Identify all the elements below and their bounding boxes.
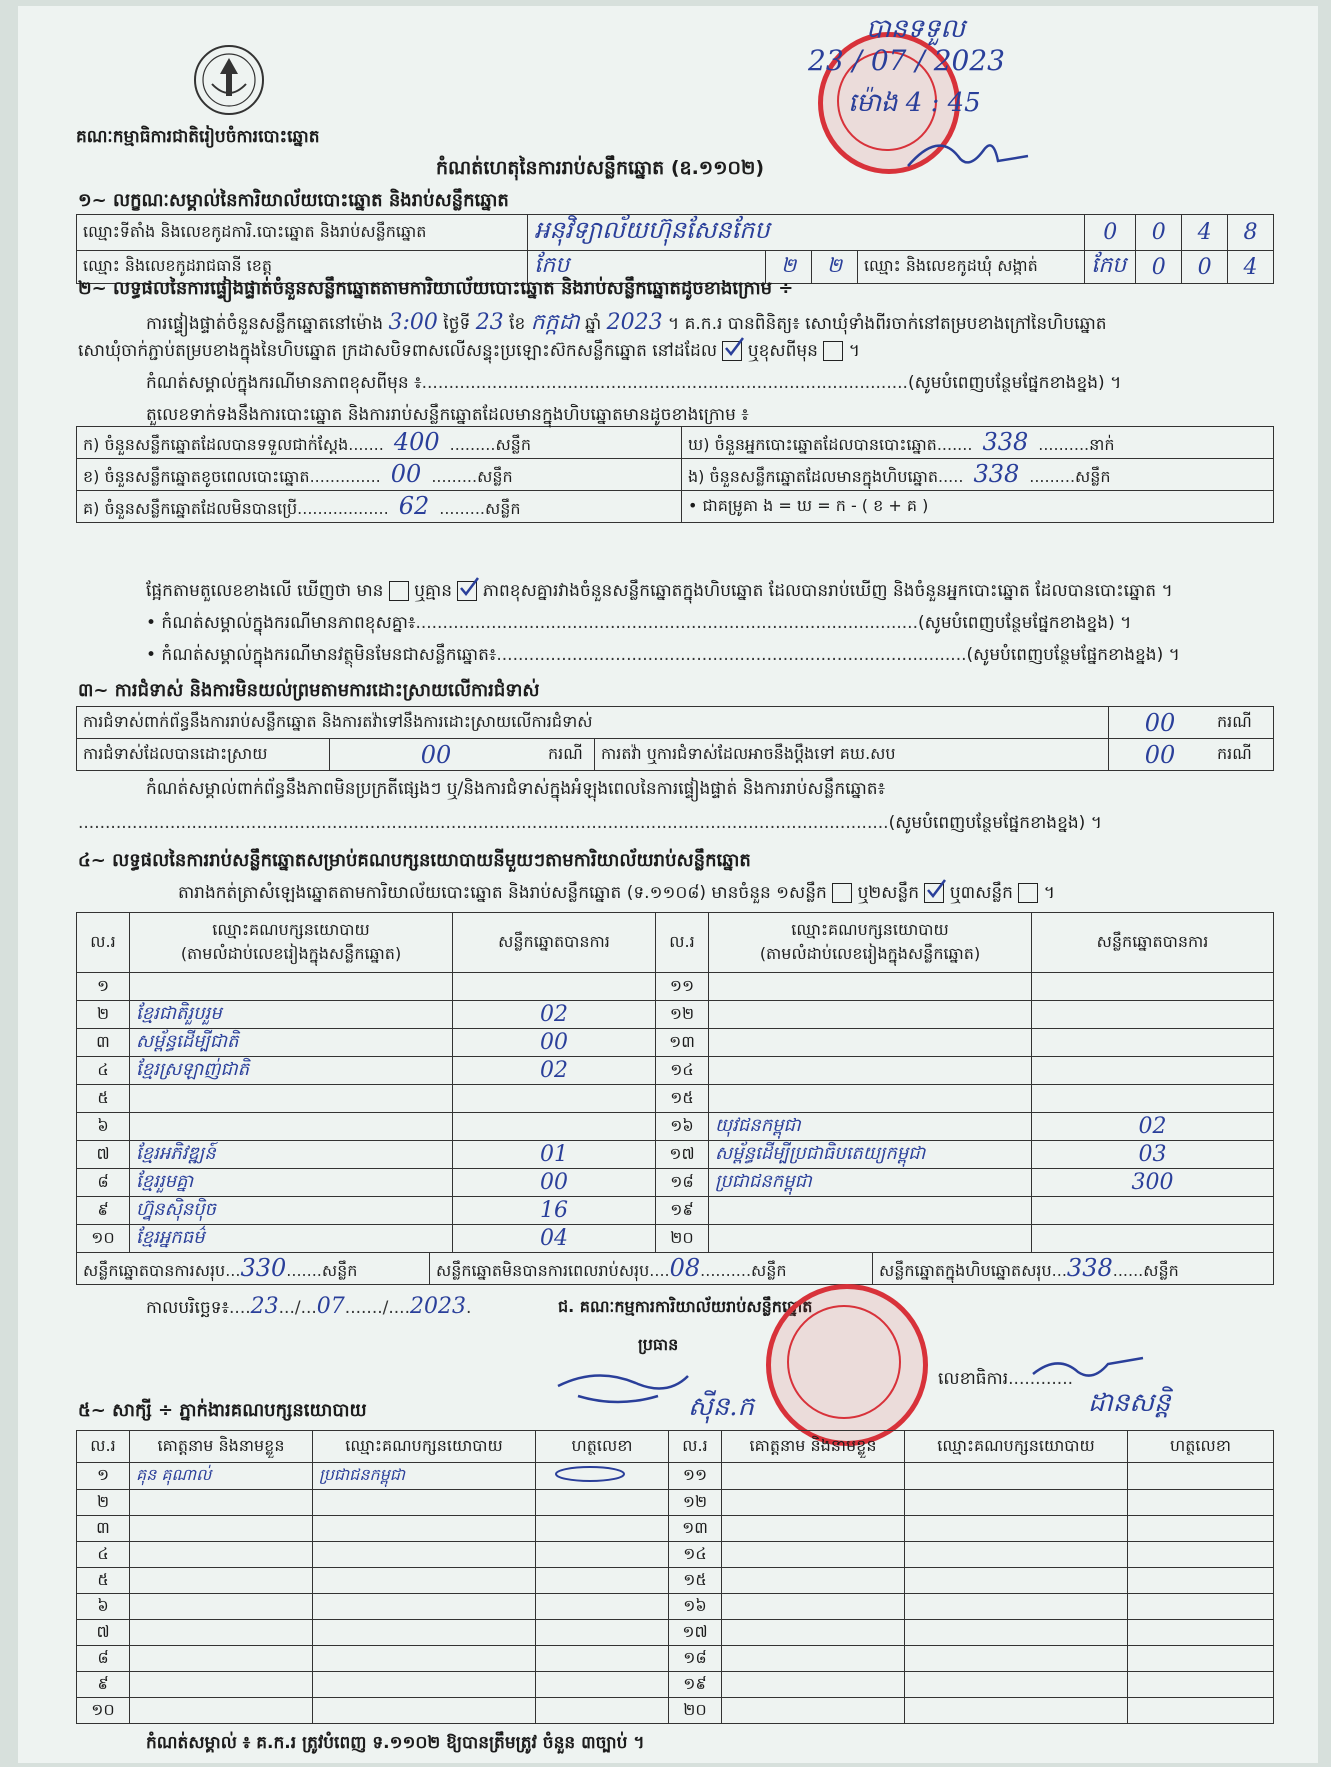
note-difference: • កំណត់សម្គាល់ក្នុងករណីមានភាពខុសគ្នា៖.............................................................................................(សូមបំពេញបន្ថែមផ្នែកខាងខ្នង) ។ bbox=[146, 613, 1132, 633]
location-value: អនុវិទ្យាល័យហ៊ុនសែនកែប bbox=[528, 215, 1085, 251]
table-row: ១០ ខ្មែរអ្នកធម៌ 04 ២០ bbox=[77, 1225, 1274, 1253]
document-title: កំណត់ហេតុនៃការរាប់សន្លឹកឆ្នោត (ឧ.១១០២) bbox=[436, 157, 765, 179]
difference-yes-checkbox[interactable] bbox=[389, 581, 409, 601]
ballots-in-box: 338 bbox=[973, 459, 1020, 488]
document-page bbox=[18, 6, 1318, 1763]
received-date: 23 / 07 / 2023 bbox=[808, 44, 1005, 77]
verification-line2: សោឃុំចាក់ភ្ជាប់តម្របខាងក្នុងនៃហិបឆ្នោត ក្រដាសបិទពាសលើសន្ទុះប្រឡោះស៊កសន្លឹកឆ្នោត នៅដដែល ឬខុសពីមុន ។ bbox=[78, 340, 860, 365]
figures-row: គ) ចំនួនសន្លឹកឆ្នោតដែលមិនបានប្រើ.................. 62 .........សន្លឹក • ជាគម្រូគា ង = ឃ = ក - ( ខ + គ ) bbox=[77, 491, 1274, 523]
table-row: ៥ ១៥ bbox=[77, 1568, 1274, 1594]
difference-line: ផ្អែកតាមតួលេខខាងលើ ឃើញថា មាន ឬគ្មាន ភាពខុសគ្នារវាងចំនួនសន្លឹកឆ្នោតក្នុងហិបឆ្នោត ដែលបានរាប់ឃើញ និងចំនួនអ្នកបោះឆ្នោត ដែលបានបោះឆ្នោត ។ bbox=[146, 580, 1173, 605]
commune-code-digit: 0 bbox=[1182, 251, 1228, 284]
org-name: គណៈកម្មាធិការជាតិរៀបចំការបោះឆ្នោត bbox=[76, 127, 320, 147]
table-row: ១ ១១ bbox=[77, 973, 1274, 1001]
results-header-row: ល.រ ឈ្មោះគណបក្សនយោបាយ (តាមលំដាប់លេខរៀងក្នុងសន្លឹកឆ្នោត) សន្លឹកឆ្នោតបានការ ល.រ ឈ្មោះគណបក្សនយោបាយ (តាមលំដាប់លេខរៀងក្នុងសន្លឹកឆ្នោត) សន្លឹកឆ្នោតបានការ bbox=[77, 913, 1274, 973]
table-row: ៩ ហ្វ៊ុនស៊ិនប៉ិច 16 ១៩ bbox=[77, 1197, 1274, 1225]
difference-no-checkbox[interactable] bbox=[457, 581, 477, 601]
total-invalid: 08 bbox=[669, 1253, 701, 1282]
official-stamp bbox=[766, 1284, 928, 1446]
secretary-signature-name: ដានសន្តិ bbox=[1088, 1388, 1171, 1418]
section2-heading: ២~ លទ្ធផលនៃការផ្ទៀងផ្ទាត់ចំនួនសន្លឹកឆ្នោតតាមការិយាល័យបោះឆ្នោត និងរាប់សន្លឹកឆ្នោតដូចខាងក្រោម ÷ bbox=[78, 278, 794, 299]
totals-table bbox=[76, 1252, 1274, 1285]
table-row: ១០ ២០ bbox=[77, 1698, 1274, 1724]
table-row: ៨ ១៨ bbox=[77, 1646, 1274, 1672]
total-invalid-cell: សន្លឹកឆ្នោតមិនបានការពេលរាប់សរុប....08..........សន្លឹក bbox=[430, 1253, 873, 1285]
spoiled-ballots: 00 bbox=[390, 459, 422, 488]
date-line: កាលបរិច្ឆេទ៖....23.../...07......./....2023. bbox=[146, 1294, 472, 1319]
table-row: ៦ ១៦ យុវជនកម្ពុជា 02 bbox=[77, 1113, 1274, 1141]
appeal-label: ការតវ៉ា ឬការជំទាស់ដែលអាចនឹងប្តឹងទៅ គឃ.សប bbox=[595, 739, 1109, 771]
changed-checkbox[interactable] bbox=[823, 341, 843, 361]
appeal-count: 00 bbox=[1109, 739, 1212, 771]
note-foreign-object: • កំណត់សម្គាល់ក្នុងករណីមានវត្ថុមិនមែនជាសន្លឹកឆ្នោត៖.......................................................................................(សូមបំពេញបន្ថែមផ្នែកខាងខ្នង) ។ bbox=[146, 645, 1180, 665]
resolved-label: ការជំទាស់ដែលបានដោះស្រាយ bbox=[77, 739, 330, 771]
table-row: ២ ១២ bbox=[77, 1490, 1274, 1516]
commune-code-digit: 0 bbox=[1136, 251, 1182, 284]
location-code-digit: 0 bbox=[1136, 215, 1182, 251]
figures-row: ខ) ចំនួនសន្លឹកឆ្នោតខូចពេលបោះឆ្នោត.............. 00 .........សន្លឹក ង) ចំនួនសន្លឹកឆ្នោតដែលមានក្នុងហិបឆ្នោត..... 338 .........សន្លឹក bbox=[77, 459, 1274, 491]
one-sheet-checkbox[interactable] bbox=[832, 883, 852, 903]
tally-sheet-line: តារាងកត់ត្រាសំឡេងឆ្នោតតាមការិយាល័យបោះឆ្នោត និងរាប់សន្លឹកឆ្នោត (ទ.១១០៨) មានចំនួន ១សន្លឹក ឬ២សន្លឹក ឬ៣សន្លឹក ។ bbox=[178, 882, 1055, 907]
figures-row: ក) ចំនួនសន្លឹកឆ្នោតដែលបានទទួលជាក់ស្តែង....... 400 .........សន្លឹក ឃ) ចំនួនអ្នកបោះឆ្នោតដែលបានបោះឆ្នោត....... 338 ..........នាក់ bbox=[77, 427, 1274, 459]
chair-label: ប្រធាន bbox=[638, 1335, 679, 1354]
section5-heading: ៥~ សាក្សី ÷ ភ្នាក់ងារគណបក្សនយោបាយ bbox=[78, 1400, 367, 1421]
province-code: ២ bbox=[812, 251, 858, 284]
secretary-signature-icon bbox=[1028, 1346, 1148, 1386]
verification-year: 2023 bbox=[606, 310, 663, 335]
date-day: 23 bbox=[250, 1294, 279, 1319]
complaints-table: ការជំទាស់ពាក់ព័ន្ធនឹងការរាប់សន្លឹកឆ្នោត និងការតវ៉ាទៅនឹងការដោះស្រាយលើការជំទាស់ 00 ករណី ការជំទាស់ដែលបានដោះស្រាយ 00 ករណី ការតវ៉ា ឬការជំទាស់ដែលអាចនឹងប្តឹងទៅ គឃ.សប 00 ករណី bbox=[76, 706, 1274, 771]
party-results-table bbox=[76, 912, 1274, 1253]
voters-voted: 338 bbox=[982, 427, 1029, 456]
secretary-line: លេខាធិការ............ bbox=[938, 1369, 1074, 1389]
footnote: កំណត់សម្គាល់ ៖ គ.ក.រ ត្រូវបំពេញ ទ.១១០២ ឱ្យបានត្រឹមត្រូវ ចំនួន ៣ច្បាប់ ។ bbox=[146, 1733, 645, 1753]
total-box-cell: សន្លឹកឆ្នោតក្នុងហិបឆ្នោតសរុប...338......សន្លឹក bbox=[873, 1253, 1274, 1285]
complaints-label: ការជំទាស់ពាក់ព័ន្ធនឹងការរាប់សន្លឹកឆ្នោត និងការតវ៉ាទៅនឹងការដោះស្រាយលើការជំទាស់ bbox=[77, 707, 1109, 739]
total-valid-cell: សន្លឹកឆ្នោតបានការសរុប...330.......សន្លឹក bbox=[77, 1253, 430, 1285]
total-valid: 330 bbox=[240, 1253, 287, 1282]
verification-month: កក្កដា bbox=[530, 310, 580, 335]
irregularity-note: កំណត់សម្គាល់ពាក់ព័ន្ធនឹងភាពមិនប្រក្រតីផ្សេងៗ ឬ/និងការជំទាស់ក្នុងអំឡុងពេលនៃការផ្ទៀងផ្ទាត់ និងការរាប់សន្លឹកឆ្នោត៖ bbox=[146, 779, 886, 799]
figures-table bbox=[76, 426, 1274, 523]
province-label: ឈ្មោះ និងលេខកូដរាជធានី ខេត្ត bbox=[77, 251, 528, 284]
total-box: 338 bbox=[1066, 1253, 1113, 1282]
table-row: ៤ ខ្មែរស្រឡាញ់ជាតិ 02 ១៤ bbox=[77, 1057, 1274, 1085]
commune-value: កែប bbox=[1085, 251, 1136, 284]
section4-heading: ៤~ លទ្ធផលនៃការរាប់សន្លឹកឆ្នោតសម្រាប់គណបក្សនយោបាយនីមួយៗតាមការិយាល័យរាប់សន្លឹកឆ្នោត bbox=[78, 850, 751, 871]
witness-header-row: ល.រ គោត្តនាម និងនាមខ្លួន ឈ្មោះគណបក្សនយោបាយ ហត្ថលេខា ល.រ គោត្តនាម និងនាមខ្លួន ឈ្មោះគណបក្សនយោបាយ ហត្ថលេខា bbox=[77, 1431, 1274, 1463]
date-month: 07 bbox=[316, 1294, 345, 1319]
committee-label: ជ. គណៈកម្មការការិយាល័យរាប់សន្លឹកឆ្នោត bbox=[558, 1297, 813, 1316]
table-row: ៤ ១៤ bbox=[77, 1542, 1274, 1568]
witness-signature-icon bbox=[542, 1463, 642, 1485]
date-year: 2023 bbox=[409, 1294, 466, 1319]
section3-heading: ៣~ ការជំទាស់ និងការមិនយល់ព្រមតាមការដោះស្រាយលើការជំទាស់ bbox=[78, 680, 540, 701]
location-code-digit: 0 bbox=[1085, 215, 1136, 251]
table-row: ៧ ខ្មែរអភិវឌ្ឍន៍ 01 ១៧ សម្ព័ន្ធដើម្បីប្រជាធិបតេយ្យកម្ពុជា 03 bbox=[77, 1141, 1274, 1169]
table-row: ៧ ១៧ bbox=[77, 1620, 1274, 1646]
section1-heading: ១~ លក្ខណៈសម្គាល់នៃការិយាល័យបោះឆ្នោត និងរាប់សន្លឹកឆ្នោត bbox=[78, 190, 509, 211]
province-value: កែប bbox=[528, 251, 766, 284]
note-change: កំណត់សម្គាល់ក្នុងករណីមានភាពខុសពីមុន ៖..........................................................................................(សូមបំពេញបន្ថែមផ្នែកខាងខ្នង) ។ bbox=[146, 373, 1122, 393]
unused-ballots: 62 bbox=[398, 491, 430, 520]
figures-intro: តួលេខទាក់ទងនឹងការបោះឆ្នោត និងការរាប់សន្លឹកឆ្នោតដែលមានក្នុងហិបឆ្នោតមានដូចខាងក្រោម ៖ bbox=[146, 405, 749, 425]
location-code-digit: 8 bbox=[1228, 215, 1274, 251]
two-sheets-checkbox[interactable] bbox=[924, 883, 944, 903]
table-row: ៦ ១៦ bbox=[77, 1594, 1274, 1620]
three-sheets-checkbox[interactable] bbox=[1018, 883, 1038, 903]
complaints-count: 00 bbox=[1109, 707, 1212, 739]
location-table bbox=[76, 214, 1274, 284]
table-row: ៣ សម្ព័ន្ធដើម្បីជាតិ 00 ១៣ bbox=[77, 1029, 1274, 1057]
location-code-digit: 4 bbox=[1182, 215, 1228, 251]
chair-signature-name: ស៊ីន.ក bbox=[688, 1392, 755, 1422]
table-row: ១ គុន គុណាល់ ប្រជាជនកម្ពុជា ១១ bbox=[77, 1463, 1274, 1490]
location-label: ឈ្មោះទីតាំង និងលេខកូដការិ.បោះឆ្នោត និងរាប់សន្លឹកឆ្នោត bbox=[77, 215, 528, 251]
resolved-count: 00 bbox=[330, 739, 543, 771]
table-row: ៨ ខ្មែររួមគ្នា 00 ១៨ ប្រជាជនកម្ពុជា 300 bbox=[77, 1169, 1274, 1197]
chair-signature-icon bbox=[548, 1356, 708, 1426]
witness-table bbox=[76, 1430, 1274, 1724]
receiver-signature-icon bbox=[898, 126, 1038, 186]
table-row: ៣ ១៣ bbox=[77, 1516, 1274, 1542]
commune-code-digit: 4 bbox=[1228, 251, 1274, 284]
verification-time: 3:00 bbox=[388, 310, 438, 335]
verification-day: 23 bbox=[475, 310, 504, 335]
table-row: ៩ ១៩ bbox=[77, 1672, 1274, 1698]
unchanged-checkbox[interactable] bbox=[722, 341, 742, 361]
verification-line1: ការផ្ទៀងផ្ទាត់ចំនួនសន្លឹកឆ្នោតនៅម៉ោង 3:00 ថ្ងៃទី 23 ខែ កក្កដា ឆ្នាំ 2023 ។ គ.ក.រ បានពិនិត្យ៖ សោឃុំទាំងពីរចាក់នៅតម្របខាងក្រៅនៃហិបឆ្នោត bbox=[146, 310, 1107, 335]
received-time: ម៉ោង 4 : 45 bbox=[848, 88, 981, 118]
table-row: ៥ ១៥ bbox=[77, 1085, 1274, 1113]
nec-emblem-icon bbox=[188, 40, 270, 120]
province-code: ២ bbox=[766, 251, 812, 284]
commune-label: ឈ្មោះ និងលេខកូដឃុំ សង្កាត់ bbox=[857, 251, 1084, 284]
table-row: ២ ខ្មែរជាតិរួបរួម 02 ១២ bbox=[77, 1001, 1274, 1029]
irregularity-note-line: ......................................................................................................................................................(សូមបំពេញបន្ថែមផ្នែកខាងខ្នង) ។ bbox=[78, 813, 1102, 833]
received-label: បានទទួល bbox=[866, 14, 966, 44]
received-ballots: 400 bbox=[393, 427, 440, 456]
